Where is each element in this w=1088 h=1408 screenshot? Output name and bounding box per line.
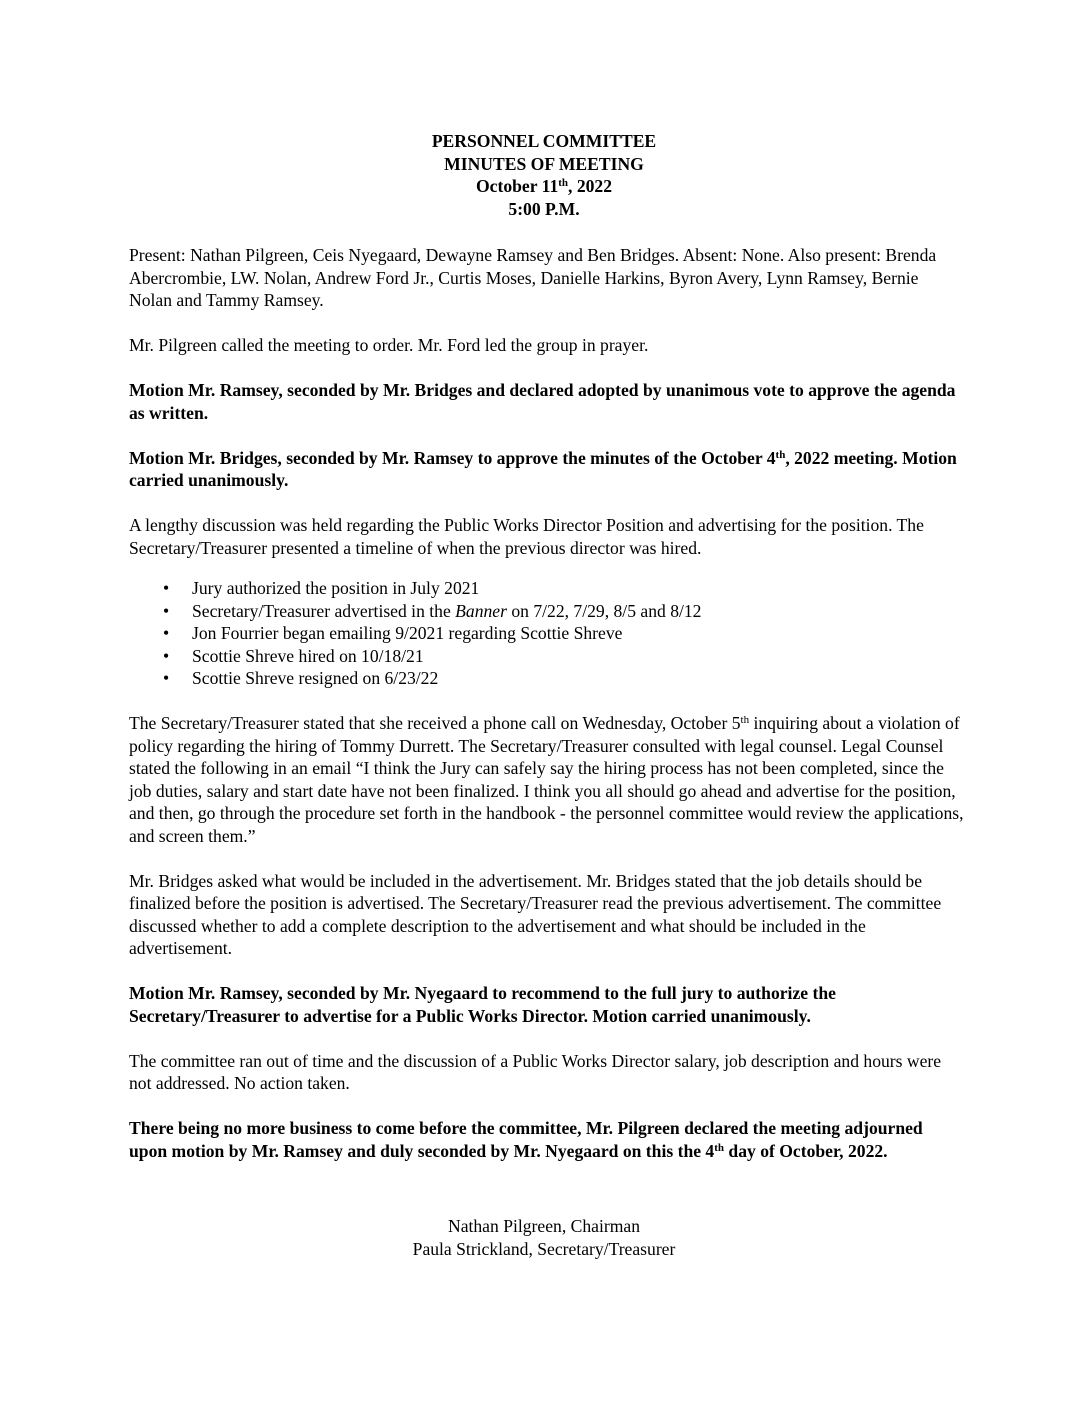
list-item: [163, 645, 965, 668]
bullet-icon: •: [163, 600, 170, 621]
phone-call-before: The Secretary/Treasurer stated that she received a phone call on Wednesday, October 5: [129, 713, 741, 733]
document-header: [0, 130, 1088, 220]
timeline-item-text: Scottie Shreve resigned on 6/23/22: [192, 668, 439, 688]
motion-agenda-paragraph: Motion Mr. Ramsey, seconded by Mr. Bridges and declared adopted by unanimous vote to approve the agenda as written.: [129, 380, 956, 423]
header-time: 5:00 P.M.: [508, 198, 580, 219]
chairman-signature: Nathan Pilgreen, Chairman: [447, 1216, 640, 1236]
motion-minutes-after: , 2022 meeting. Motion carried unanimously.: [129, 447, 957, 490]
timeline-item-italic: Banner: [455, 600, 507, 621]
phone-call-sup: th: [740, 714, 750, 726]
header-date-sup: th: [558, 177, 569, 189]
list-item: [163, 577, 965, 600]
timeline-item-text: Jury authorized the position in July 2021: [192, 578, 480, 598]
adjournment-paragraph: [129, 1117, 965, 1162]
advertisement-discussion-paragraph: Mr. Bridges asked what would be included in the advertisement. Mr. Bridges stated that the job details should be finalized before the position is advertised. The Secretary/Treasurer read the previous advertisement. The committee discussed whether to add a complete description to the advertisement and what should be included in the advertisement.: [129, 870, 942, 958]
document-body: [129, 244, 965, 1185]
header-minutes-title: MINUTES OF MEETING: [444, 153, 644, 174]
call-to-order-paragraph: Mr. Pilgreen called the meeting to order. Mr. Ford led the group in prayer.: [129, 335, 649, 355]
adjournment-before: There being no more business to come before the committee, Mr. Pilgreen declared the meeting adjourned upon motion by Mr. Ramsey and duly seconded by Mr. Nyegaard on this the 4: [129, 1118, 923, 1161]
timeline-item-text: Scottie Shreve hired on 10/18/21: [192, 645, 424, 666]
phone-call-paragraph: [129, 712, 965, 847]
signature-block: [0, 1215, 1088, 1260]
header-date-prefix: October 11: [475, 176, 559, 196]
phone-call-after: inquiring about a violation of policy regarding the hiring of Tommy Durrett. The Secretary/Treasurer consulted with legal counsel. Legal Counsel stated the following in an email “I think the Jury can safely say the hiring process has not been completed, since the job duties, salary and start date have not been finalized. I think you all should go ahead and advertise for the position, and then, go through the procedure set forth in the handbook - the personnel committee would review the applications, and screen them.”: [129, 713, 964, 846]
bullet-icon: •: [163, 668, 170, 688]
no-action-paragraph: The committee ran out of time and the discussion of a Public Works Director salary, job description and hours were not addressed. No action taken.: [129, 1050, 942, 1093]
motion-minutes-before: Motion Mr. Bridges, seconded by Mr. Ramsey to approve the minutes of the October 4: [129, 447, 776, 468]
list-item: [163, 622, 965, 645]
timeline-item-text: Secretary/Treasurer advertised in the: [192, 600, 456, 621]
bullet-icon: •: [163, 623, 170, 643]
motion-minutes-paragraph: [129, 447, 965, 492]
motion-minutes-sup: th: [775, 448, 786, 461]
list-item: [163, 600, 965, 623]
bullet-icon: •: [163, 578, 170, 598]
secretary-signature: Paula Strickland, Secretary/Treasurer: [412, 1238, 676, 1259]
adjournment-after: day of October, 2022.: [724, 1140, 888, 1161]
header-date-suffix: , 2022: [568, 176, 613, 196]
list-item: [163, 667, 965, 690]
header-date: [0, 175, 1088, 198]
header-committee-title: PERSONNEL COMMITTEE: [431, 131, 657, 151]
timeline-item-text: on 7/22, 7/29, 8/5 and 8/12: [506, 600, 702, 621]
adjournment-sup: th: [714, 1141, 725, 1154]
timeline-item-text: Jon Fourrier began emailing 9/2021 regarding Scottie Shreve: [192, 623, 623, 643]
attendance-paragraph: Present: Nathan Pilgreen, Ceis Nyegaard, Dewayne Ramsey and Ben Bridges. Absent: None. Also present: Brenda Abercrombie, LW. Nolan, Andrew Ford Jr., Curtis Moses, Danielle Harkins, Byron Avery, Lynn Ramsey, Bernie Nolan and Tammy Ramsey.: [129, 245, 937, 310]
timeline-list: [129, 577, 965, 690]
bullet-icon: •: [163, 645, 170, 666]
motion-advertise-paragraph: Motion Mr. Ramsey, seconded by Mr. Nyegaard to recommend to the full jury to authorize the Secretary/Treasurer to advertise for a Public Works Director. Motion carried unanimously.: [129, 983, 836, 1026]
discussion-intro-paragraph: A lengthy discussion was held regarding the Public Works Director Position and advertising for the position. The Secretary/Treasurer presented a timeline of when the previous director was hired.: [129, 515, 924, 558]
